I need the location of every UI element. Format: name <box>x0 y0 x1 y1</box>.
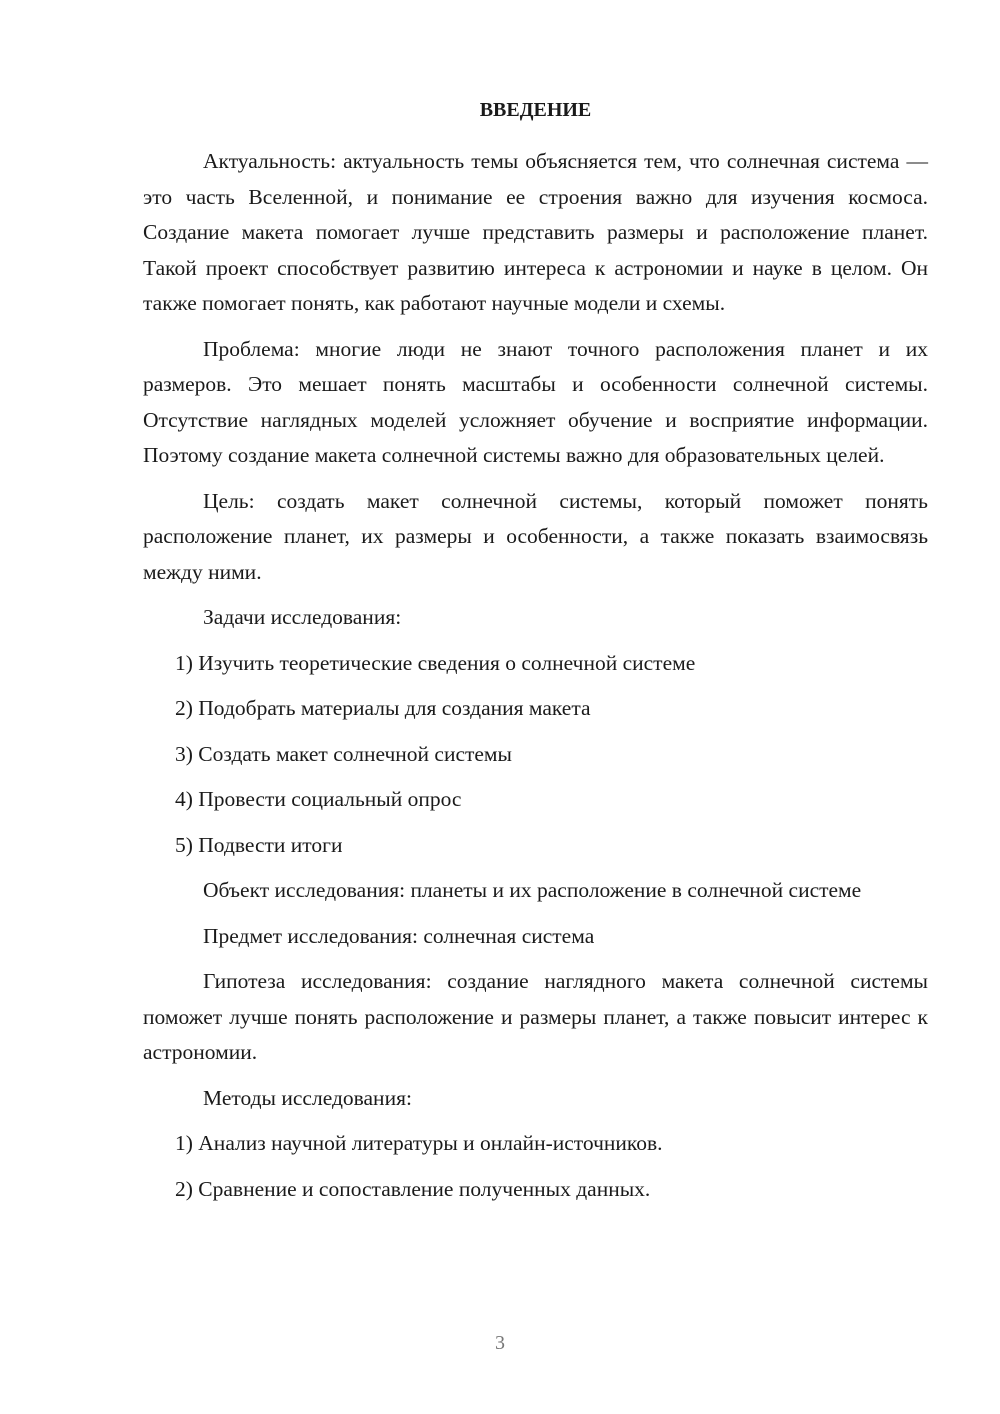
methods-heading: Методы исследования: <box>203 1085 412 1110</box>
list-item: 3) Создать макет солнечной системы <box>175 741 512 766</box>
goal-paragraph: Цель: создать макет солнечной системы, который поможет понять расположение планет, их размеры и особенности, а также показать взаимосвязь между ними. <box>143 488 928 584</box>
problem-paragraph: Проблема: многие люди не знают точного расположения планет и их размеров. Это мешает понять масштабы и особенности солнечной системы. Отсутствие наглядных моделей усложняет обучение и восприятие информации. Поэтому создание макета солнечной системы важно для образовательных целей. <box>143 336 928 467</box>
list-item: 5) Подвести итоги <box>175 832 343 857</box>
page-title: ВВЕДЕНИЕ <box>479 99 592 121</box>
list-item: 4) Провести социальный опрос <box>175 787 462 811</box>
actuality-paragraph: Актуальность: актуальность темы объясняется тем, что солнечная система — это часть Вселенной, и понимание ее строения важно для изучения космоса. Создание макета помогает лучше представить размеры и расположение планет. Такой проект способствует развитию интереса к астрономии и науке в целом. Он также помогает понять, как работают научные модели и схемы. <box>143 149 928 315</box>
list-item: 2) Сравнение и сопоставление полученных данных. <box>175 1176 651 1201</box>
object-paragraph: Объект исследования: планеты и их расположение в солнечной системе <box>203 878 862 902</box>
subject-paragraph: Предмет исследования: солнечная система <box>203 923 595 948</box>
methods-list <box>143 1126 928 1207</box>
list-item: 1) Анализ научной литературы и онлайн-источников. <box>175 1131 663 1155</box>
document-page <box>143 96 928 1217</box>
tasks-list <box>143 646 928 864</box>
list-item: 2) Подобрать материалы для создания макета <box>175 696 591 720</box>
tasks-heading: Задачи исследования: <box>203 605 402 629</box>
page-number: 3 <box>495 1332 505 1354</box>
list-item: 1) Изучить теоретические сведения о солнечной системе <box>175 650 696 675</box>
hypothesis-paragraph: Гипотеза исследования: создание наглядного макета солнечной системы поможет лучше понять расположение и размеры планет, а также повысит интерес к астрономии. <box>143 969 928 1064</box>
